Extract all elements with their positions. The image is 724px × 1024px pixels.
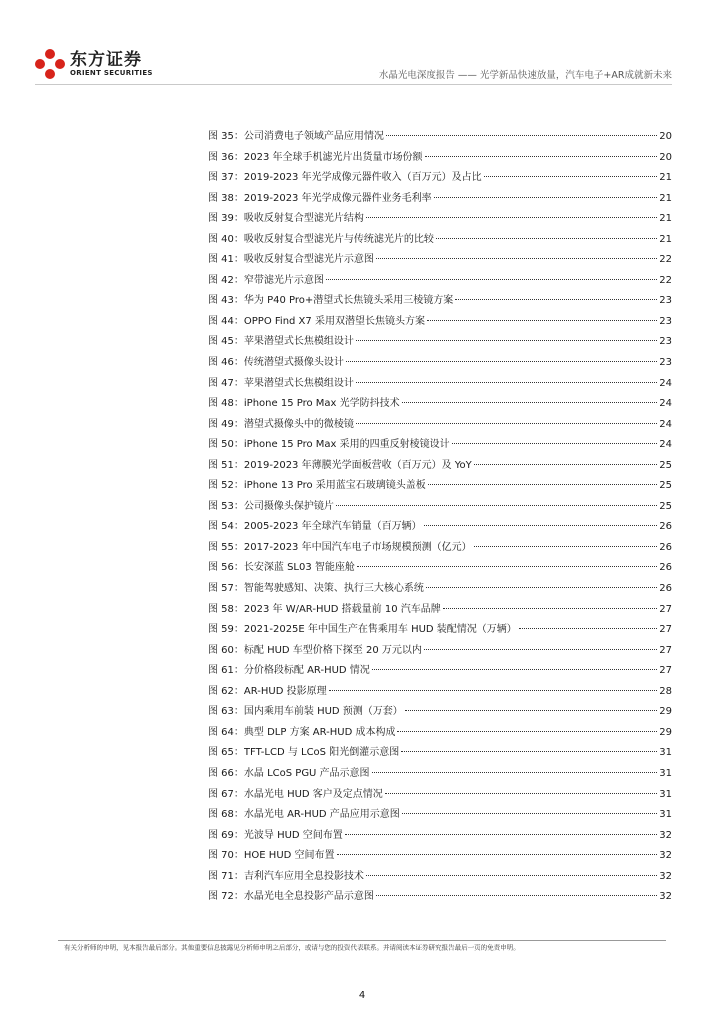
toc-figure-label: 图 44： [208, 315, 244, 327]
toc-leader-dots [428, 484, 657, 485]
toc-figure-title: 智能驾驶感知、决策、执行三大核心系统 [243, 583, 424, 595]
toc-page-number: 32 [659, 870, 672, 882]
toc-figure-title: TFT-LCD 与 LCoS 阳光倒灌示意图 [243, 747, 400, 759]
figure-list [208, 130, 672, 911]
toc-figure-title: 标配 HUD 车型价格下探至 20 万元以内 [243, 644, 422, 656]
toc-page-number: 28 [659, 685, 672, 697]
toc-entry[interactable] [208, 335, 672, 356]
toc-page-number: 27 [659, 665, 672, 677]
toc-leader-dots [346, 361, 657, 362]
toc-entry[interactable] [208, 726, 672, 747]
toc-leader-dots [386, 135, 657, 136]
toc-entry[interactable] [208, 192, 672, 213]
toc-figure-label: 图 60： [208, 644, 244, 656]
toc-figure-title: 水晶光电全息投影产品示意图 [243, 891, 374, 903]
toc-leader-dots [372, 669, 657, 670]
toc-page-number: 22 [659, 274, 672, 286]
toc-figure-title: 吸收反射复合型滤光片示意图 [243, 254, 374, 266]
toc-page-number: 24 [659, 418, 672, 430]
toc-figure-label: 图 56： [208, 562, 244, 574]
toc-figure-label: 图 43： [208, 295, 244, 307]
toc-leader-dots [329, 690, 658, 691]
toc-figure-label: 图 55： [208, 541, 244, 553]
toc-figure-label: 图 52： [208, 480, 244, 492]
toc-leader-dots [336, 505, 657, 506]
toc-figure-label: 图 37： [208, 172, 244, 184]
logo-name-en: ORIENT SECURITIES [70, 68, 153, 77]
toc-leader-dots [385, 793, 657, 794]
toc-leader-dots [455, 299, 657, 300]
report-title: 水晶光电深度报告 —— 光学新品快速放量，汽车电子+AR成就新未来 [378, 70, 672, 81]
toc-figure-title: 水晶 LCoS PGU 产品示意图 [243, 767, 370, 779]
toc-figure-title: 水晶光电 AR-HUD 产品应用示意图 [243, 809, 400, 821]
toc-figure-title: 吸收反射复合型滤光片结构 [243, 213, 364, 225]
toc-page-number: 21 [659, 192, 672, 204]
toc-page-number: 26 [659, 562, 672, 574]
toc-figure-label: 图 46： [208, 357, 244, 369]
toc-page-number: 24 [659, 439, 672, 451]
toc-figure-label: 图 53： [208, 500, 244, 512]
toc-figure-title: 典型 DLP 方案 AR-HUD 成本构成 [243, 726, 396, 738]
toc-figure-title: 苹果潜望式长焦模组设计 [243, 336, 354, 348]
toc-page-number: 24 [659, 398, 672, 410]
toc-page-number: 24 [659, 377, 672, 389]
toc-page-number: 31 [659, 809, 672, 821]
toc-leader-dots [452, 443, 658, 444]
company-logo [35, 49, 153, 79]
toc-leader-dots [425, 156, 658, 157]
toc-leader-dots [401, 751, 657, 752]
toc-leader-dots [426, 587, 657, 588]
toc-figure-title: 吸收反射复合型滤光片与传统滤光片的比较 [243, 233, 434, 245]
toc-page-number: 29 [659, 726, 672, 738]
toc-page-number: 25 [659, 480, 672, 492]
toc-figure-title: 分价格段标配 AR-HUD 情况 [243, 665, 370, 677]
toc-figure-label: 图 71： [208, 870, 244, 882]
toc-entry[interactable] [208, 171, 672, 192]
toc-figure-label: 图 36： [208, 151, 244, 163]
toc-figure-title: iPhone 13 Pro 采用蓝宝石玻璃镜头盖板 [243, 480, 426, 492]
toc-figure-title: iPhone 15 Pro Max 采用的四重反射棱镜设计 [243, 439, 450, 451]
toc-figure-label: 图 69： [208, 829, 244, 841]
toc-entry[interactable] [208, 808, 672, 829]
toc-figure-title: HOE HUD 空间布置 [243, 850, 335, 862]
toc-figure-label: 图 63： [208, 706, 244, 718]
toc-leader-dots [405, 710, 657, 711]
toc-entry[interactable] [208, 377, 672, 398]
logo-name-cn: 东方证券 [70, 49, 142, 70]
toc-figure-title: 吉利汽车应用全息投影技术 [243, 870, 364, 882]
toc-figure-label: 图 35： [208, 131, 244, 142]
toc-leader-dots [424, 649, 657, 650]
toc-entry[interactable] [208, 520, 672, 541]
toc-figure-label: 图 50： [208, 439, 244, 451]
toc-entry[interactable] [208, 603, 672, 624]
toc-figure-label: 图 51： [208, 459, 244, 471]
disclaimer: 有关分析师的申明，见本报告最后部分。其他重要信息披露见分析师申明之后部分，或请与您的投资代表联系。并请阅读本证券研究报告最后一页的免责申明。 [64, 943, 520, 952]
toc-entry[interactable] [208, 130, 672, 151]
toc-figure-label: 图 38： [208, 192, 244, 204]
toc-entry[interactable] [208, 315, 672, 336]
toc-page-number: 32 [659, 829, 672, 841]
toc-page-number: 27 [659, 603, 672, 615]
header-divider [35, 84, 672, 85]
toc-figure-label: 图 64： [208, 726, 244, 738]
toc-page-number: 31 [659, 788, 672, 800]
toc-entry[interactable] [208, 500, 672, 521]
toc-page-number: 25 [659, 459, 672, 471]
toc-figure-title: iPhone 15 Pro Max 光学防抖技术 [243, 398, 400, 410]
toc-page-number: 31 [659, 747, 672, 759]
toc-figure-title: 光波导 HUD 空间布置 [243, 829, 343, 841]
toc-page-number: 27 [659, 624, 672, 636]
toc-entry[interactable] [208, 356, 672, 377]
toc-leader-dots [356, 340, 657, 341]
toc-leader-dots [356, 382, 657, 383]
orient-securities-logo-icon [35, 49, 65, 79]
toc-entry[interactable] [208, 233, 672, 254]
toc-figure-title: 2023 年 W/AR-HUD 搭载量前 10 汽车品牌 [243, 603, 441, 615]
toc-page-number: 27 [659, 644, 672, 656]
toc-page-number: 23 [659, 295, 672, 307]
toc-figure-title: 公司消费电子领域产品应用情况 [243, 131, 384, 142]
toc-figure-title: 2019-2023 年薄膜光学面板营收（百万元）及 YoY [243, 459, 472, 471]
footer-divider [58, 940, 666, 941]
toc-figure-label: 图 72： [208, 891, 244, 903]
toc-figure-label: 图 67： [208, 788, 244, 800]
toc-entry[interactable] [208, 294, 672, 315]
toc-page-number: 32 [659, 850, 672, 862]
toc-leader-dots [519, 628, 657, 629]
toc-page-number: 21 [659, 172, 672, 184]
toc-page-number: 23 [659, 336, 672, 348]
toc-entry[interactable] [208, 644, 672, 665]
toc-figure-label: 图 62： [208, 685, 244, 697]
toc-leader-dots [443, 608, 658, 609]
toc-page-number: 25 [659, 500, 672, 512]
toc-figure-title: 水晶光电 HUD 客户及定点情况 [243, 788, 383, 800]
toc-leader-dots [357, 566, 657, 567]
toc-figure-title: 2019-2023 年光学成像元器件收入（百万元）及占比 [243, 172, 482, 184]
toc-leader-dots [434, 197, 658, 198]
toc-entry[interactable] [208, 212, 672, 233]
toc-entry[interactable] [208, 685, 672, 706]
page-number: 4 [358, 990, 366, 1001]
toc-figure-label: 图 59： [208, 624, 244, 636]
toc-figure-title: 华为 P40 Pro+潜望式长焦镜头采用三棱镜方案 [243, 295, 454, 307]
toc-figure-label: 图 45： [208, 336, 244, 348]
toc-figure-title: 2021-2025E 年中国生产在售乘用车 HUD 装配情况（万辆） [243, 624, 517, 636]
toc-leader-dots [366, 875, 657, 876]
toc-leader-dots [376, 895, 657, 896]
toc-leader-dots [356, 423, 657, 424]
toc-figure-label: 图 58： [208, 603, 244, 615]
toc-figure-label: 图 48： [208, 398, 244, 410]
toc-page-number: 20 [659, 151, 672, 163]
toc-entry[interactable] [208, 788, 672, 809]
toc-leader-dots [402, 813, 657, 814]
toc-entry[interactable] [208, 767, 672, 788]
toc-figure-label: 图 41： [208, 254, 244, 266]
toc-entry[interactable] [208, 151, 672, 172]
toc-figure-title: OPPO Find X7 采用双潜望长焦镜头方案 [243, 315, 425, 327]
toc-leader-dots [397, 731, 657, 732]
toc-page-number: 23 [659, 315, 672, 327]
toc-figure-label: 图 70： [208, 850, 244, 862]
toc-page-number: 29 [659, 706, 672, 718]
toc-entry[interactable] [208, 664, 672, 685]
toc-leader-dots [484, 176, 658, 177]
toc-entry[interactable] [208, 274, 672, 295]
toc-entry[interactable] [208, 849, 672, 870]
toc-figure-label: 图 65： [208, 747, 244, 759]
toc-figure-label: 图 49： [208, 418, 244, 430]
toc-figure-label: 图 42： [208, 274, 244, 286]
toc-figure-label: 图 40： [208, 233, 244, 245]
toc-page-number: 21 [659, 233, 672, 245]
toc-leader-dots [366, 217, 657, 218]
toc-leader-dots [345, 834, 657, 835]
toc-leader-dots [436, 238, 657, 239]
toc-figure-title: 2023 年全球手机滤光片出货量市场份额 [243, 151, 423, 163]
toc-entry[interactable] [208, 541, 672, 562]
toc-figure-label: 图 39： [208, 213, 244, 225]
toc-page-number: 26 [659, 583, 672, 595]
toc-entry[interactable] [208, 397, 672, 418]
toc-entry[interactable] [208, 705, 672, 726]
toc-figure-label: 图 57： [208, 583, 244, 595]
toc-entry[interactable] [208, 479, 672, 500]
toc-entry[interactable] [208, 418, 672, 439]
toc-figure-title: 苹果潜望式长焦模组设计 [243, 377, 354, 389]
toc-figure-label: 图 54： [208, 521, 244, 533]
toc-figure-label: 图 61： [208, 665, 244, 677]
toc-page-number: 31 [659, 767, 672, 779]
toc-leader-dots [424, 525, 658, 526]
toc-figure-title: 窄带滤光片示意图 [243, 274, 324, 286]
toc-figure-label: 图 68： [208, 809, 244, 821]
toc-page-number: 26 [659, 541, 672, 553]
toc-leader-dots [474, 546, 658, 547]
toc-figure-title: 长安深蓝 SL03 智能座舱 [243, 562, 355, 574]
toc-page-number: 26 [659, 521, 672, 533]
toc-page-number: 22 [659, 254, 672, 266]
toc-figure-title: AR-HUD 投影原理 [243, 685, 327, 697]
toc-entry[interactable] [208, 746, 672, 767]
toc-figure-title: 公司摄像头保护镜片 [243, 500, 334, 512]
toc-figure-title: 国内乘用车前装 HUD 预测（万套） [243, 706, 403, 718]
toc-figure-title: 传统潜望式摄像头设计 [243, 357, 344, 369]
toc-entry[interactable] [208, 890, 672, 911]
toc-entry[interactable] [208, 438, 672, 459]
toc-figure-title: 2017-2023 年中国汽车电子市场规模预测（亿元） [243, 541, 472, 553]
toc-page-number: 32 [659, 891, 672, 903]
toc-entry[interactable] [208, 561, 672, 582]
toc-page-number: 21 [659, 213, 672, 225]
toc-leader-dots [402, 402, 658, 403]
toc-leader-dots [337, 854, 658, 855]
toc-figure-title: 2005-2023 年全球汽车销量（百万辆） [243, 521, 422, 533]
toc-entry[interactable] [208, 253, 672, 274]
toc-leader-dots [372, 772, 658, 773]
toc-page-number: 23 [659, 357, 672, 369]
toc-figure-label: 图 47： [208, 377, 244, 389]
toc-figure-label: 图 66： [208, 767, 244, 779]
toc-entry[interactable] [208, 829, 672, 850]
toc-leader-dots [474, 464, 657, 465]
toc-leader-dots [376, 258, 657, 259]
toc-entry[interactable] [208, 870, 672, 891]
toc-figure-title: 潜望式摄像头中的微棱镜 [243, 418, 354, 430]
toc-entry[interactable] [208, 582, 672, 603]
toc-figure-title: 2019-2023 年光学成像元器件业务毛利率 [243, 192, 432, 204]
toc-entry[interactable] [208, 623, 672, 644]
toc-entry[interactable] [208, 459, 672, 480]
toc-page-number: 20 [659, 131, 672, 142]
toc-leader-dots [326, 279, 657, 280]
logo-text [70, 51, 153, 78]
toc-leader-dots [427, 320, 657, 321]
